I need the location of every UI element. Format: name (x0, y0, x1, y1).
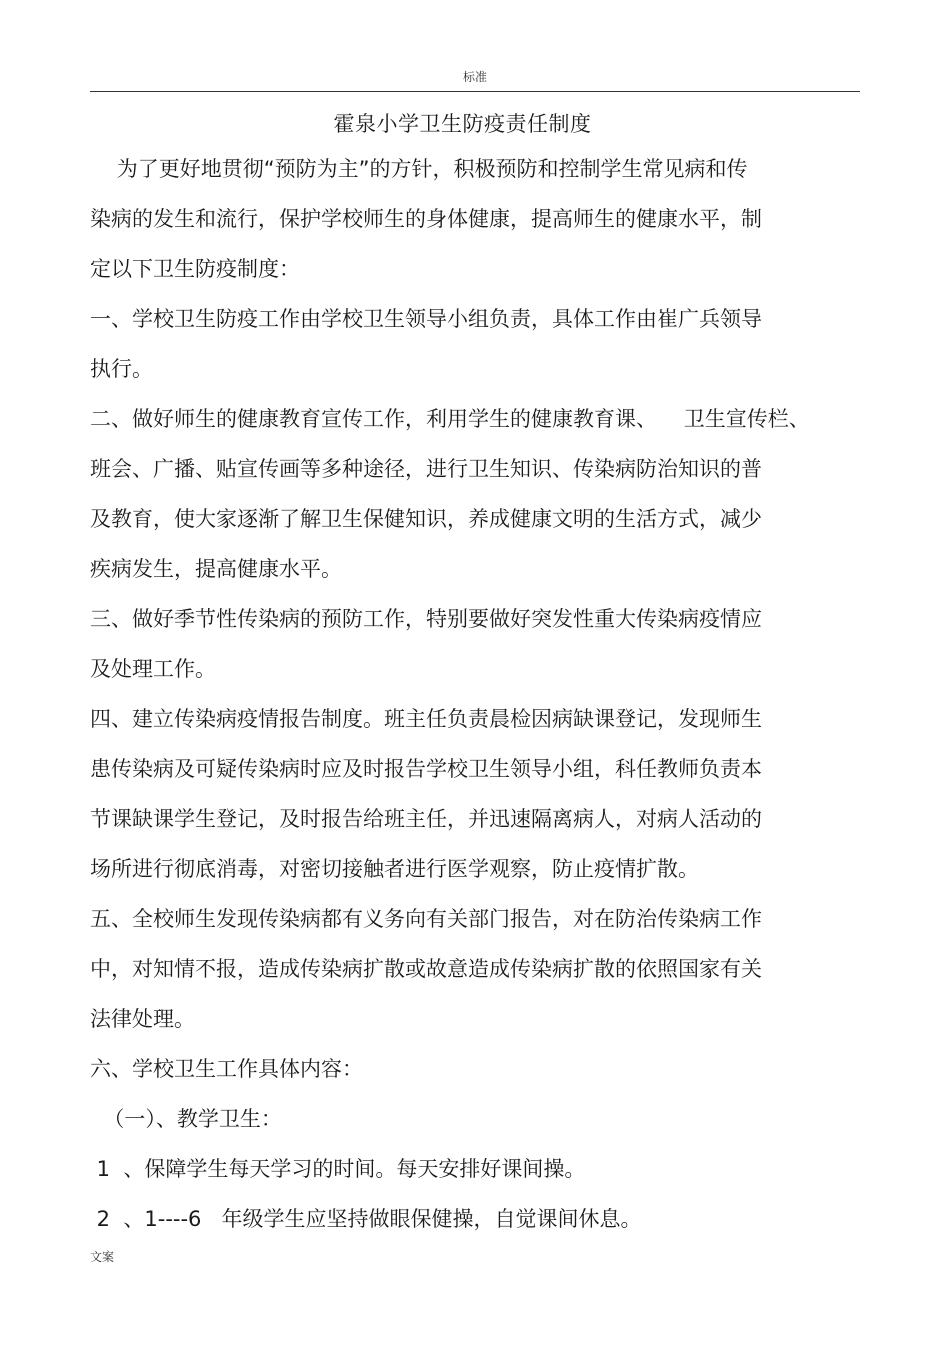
body-line: 疾病发生，提高健康水平。 (90, 557, 342, 581)
body-line: 为了更好地贯彻“预防为主”的方针，积极预防和控制学生常见病和传 (90, 157, 748, 181)
header-divider (90, 91, 860, 92)
body-line: 四、建立传染病疫情报告制度。班主任负责晨检因病缺课登记，发现师生 (90, 707, 762, 731)
body-line: 中，对知情不报，造成传染病扩散或故意造成传染病扩散的依照国家有关 (90, 957, 762, 981)
body-line: 染病的发生和流行，保护学校师生的身体健康，提高师生的健康水平，制 (90, 207, 762, 231)
page-header-label: 标准 (462, 70, 487, 84)
page-footer-label: 文案 (90, 1250, 115, 1264)
body-line: 1 、保障学生每天学习的时间。每天安排好课间操。 (90, 1157, 586, 1181)
body-line: 三、做好季节性传染病的预防工作，特别要做好突发性重大传染病疫情应 (90, 607, 762, 631)
body-line: 法律处理。 (90, 1007, 195, 1031)
body-line: 五、全校师生发现传染病都有义务向有关部门报告，对在防治传染病工作 (90, 907, 762, 931)
body-line: 一、学校卫生防疫工作由学校卫生领导小组负责，具体工作由崔广兵领导 (90, 307, 762, 331)
body-line: 班会、广播、贴宣传画等多种途径，进行卫生知识、传染病防治知识的普 (90, 457, 762, 481)
body-line: 患传染病及可疑传染病时应及时报告学校卫生领导小组，科任教师负责本 (90, 757, 762, 781)
body-line: 场所进行彻底消毒，对密切接触者进行医学观察，防止疫情扩散。 (90, 857, 699, 881)
body-line: 及处理工作。 (90, 657, 216, 681)
document-title: 霍泉小学卫生防疫责任制度 (333, 112, 592, 136)
body-line: 六、学校卫生工作具体内容： (90, 1057, 363, 1081)
body-line: 执行。 (90, 357, 153, 381)
body-line: 2 、1----6 年级学生应坚持做眼保健操，自觉课间休息。 (90, 1207, 642, 1231)
body-line: 定以下卫生防疫制度： (90, 257, 300, 281)
body-line: 及教育，使大家逐渐了解卫生保健知识，养成健康文明的生活方式，减少 (90, 507, 762, 531)
body-line: 节课缺课学生登记，及时报告给班主任，并迅速隔离病人，对病人活动的 (90, 807, 762, 831)
body-line: 二、做好师生的健康教育宣传工作，利用学生的健康教育课、 卫生宣传栏、 (90, 407, 810, 431)
body-line: （一）、教学卫生： (90, 1107, 282, 1131)
